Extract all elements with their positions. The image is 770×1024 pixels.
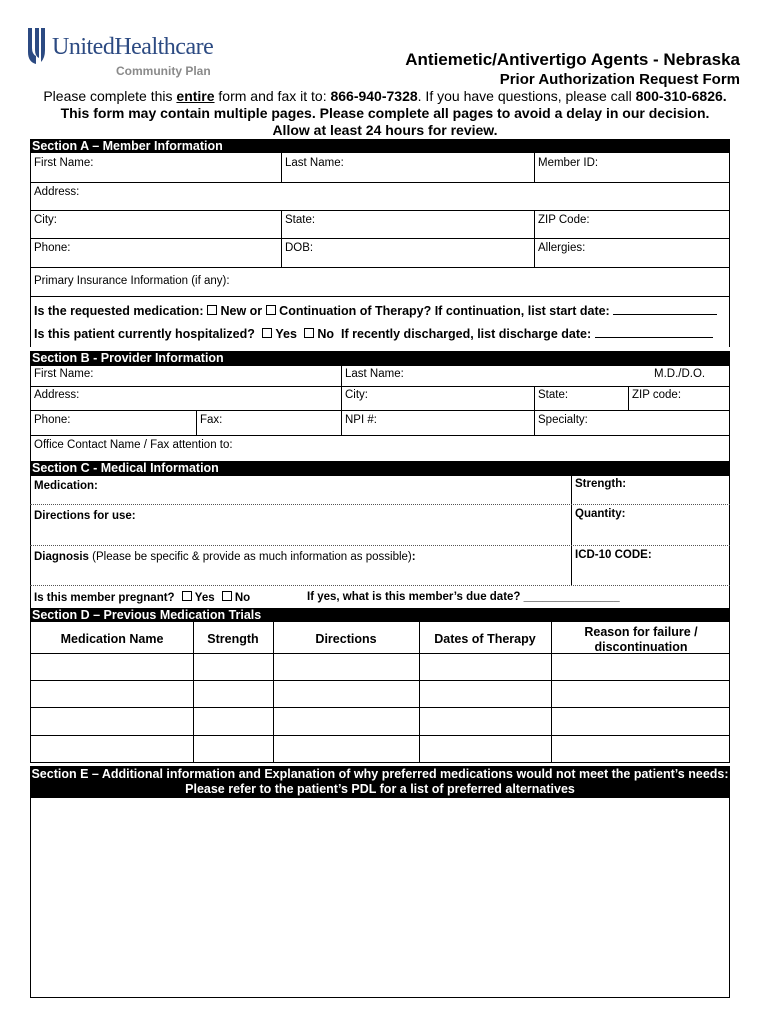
col-directions: Directions [315,632,377,646]
due-date-field[interactable]: If yes, what is this member’s due date? _______________ [307,591,620,603]
col-reason-for-failure: Reason for failure / discontinuation [584,625,698,654]
discharge-date-field[interactable] [595,337,713,338]
icd10-code-field[interactable]: ICD-10 CODE: [571,546,729,586]
provider-specialty-field[interactable]: Specialty: [534,410,729,435]
pregnant-no-checkbox[interactable] [222,591,232,601]
unitedhealthcare-logo [26,26,226,82]
member-city-field[interactable]: City: [34,214,57,226]
additional-information-area[interactable] [30,798,730,998]
section-a-header: Section A – Member Information [30,139,730,153]
instructions-line-1: Please complete this entire form and fax it to: 866-940-7328. If you have questions, please call 800-310-6826. [43,88,727,104]
new-checkbox[interactable] [207,305,217,315]
provider-phone-field[interactable]: Phone: [34,414,71,426]
section-e-header: Section E – Additional information and Explanation of why preferred medications would not meet the patient’s needs: Please refer to the patient’s PDL for a list of preferred alternatives [31,767,729,796]
provider-state-field[interactable]: State: [534,386,628,410]
quantity-field[interactable]: Quantity: [571,505,729,546]
instructions-line-3: Allow at least 24 hours for review. [272,122,498,138]
provider-zip-field[interactable]: ZIP code: [628,386,729,410]
member-address-field[interactable]: Address: [34,186,80,198]
provider-first-name-field[interactable]: First Name: [34,368,94,380]
instructions-line-2: This form may contain multiple pages. Please complete all pages to avoid a delay in our decision. [60,105,710,121]
primary-insurance-field[interactable]: Primary Insurance Information (if any): [34,275,230,287]
provider-fax-field[interactable]: Fax: [196,410,341,435]
member-allergies-field[interactable]: Allergies: [534,238,729,267]
member-last-name-field[interactable]: Last Name: [281,153,534,182]
strength-field[interactable]: Strength: [571,475,729,505]
form-title: Antiemetic/Antivertigo Agents - Nebraska [405,50,740,69]
directions-for-use-field[interactable]: Directions for use: [34,510,136,522]
member-zip-field[interactable]: ZIP Code: [534,210,729,238]
logo-subtitle: Community Plan [116,64,211,78]
pregnant-yes-checkbox[interactable] [182,591,192,601]
provider-last-name-field[interactable]: Last Name: [341,365,729,386]
medication-field[interactable]: Medication: [34,480,98,492]
section-d-table [30,622,730,762]
diagnosis-field[interactable]: Diagnosis (Please be specific & provide as much information as possible): [34,551,416,563]
logo-name: UnitedHealthcare [52,34,214,60]
section-b-header: Section B - Provider Information [30,351,730,365]
form-subtitle: Prior Authorization Request Form [499,71,740,88]
md-do-label: M.D./D.O. [654,368,706,380]
start-date-field[interactable] [613,314,717,315]
medication-status-question: Is the requested medication: New or Continuation of Therapy? If continuation, list start date: [34,304,717,318]
uhc-logo-icon [26,26,46,66]
provider-city-field[interactable]: City: [341,386,534,410]
office-contact-field[interactable]: Office Contact Name / Fax attention to: [34,439,233,451]
member-dob-field[interactable]: DOB: [281,238,534,267]
hospitalized-yes-checkbox[interactable] [262,328,272,338]
section-b-grid [30,365,730,461]
member-id-field[interactable]: Member ID: [534,153,729,182]
section-d-header: Section D – Previous Medication Trials [30,608,730,622]
section-c-grid [30,475,730,608]
phone-number: 800-310-6826. [635,88,727,104]
member-first-name-field[interactable]: First Name: [34,157,94,169]
fax-number: 866-940-7328 [330,88,418,104]
member-phone-field[interactable]: Phone: [34,242,71,254]
section-c-header: Section C - Medical Information [30,461,730,475]
col-strength: Strength [207,632,259,646]
hospitalized-question: Is this patient currently hospitalized? Yes No If recently discharged, list discharge date: [34,327,713,341]
provider-address-field[interactable]: Address: [34,389,80,401]
col-dates-of-therapy: Dates of Therapy [434,632,536,646]
hospitalized-no-checkbox[interactable] [304,328,314,338]
provider-npi-field[interactable]: NPI #: [341,410,534,435]
continuation-checkbox[interactable] [266,305,276,315]
pregnancy-question: Is this member pregnant? Yes No [34,592,251,604]
col-medication-name: Medication Name [60,632,164,646]
member-state-field[interactable]: State: [281,210,534,238]
